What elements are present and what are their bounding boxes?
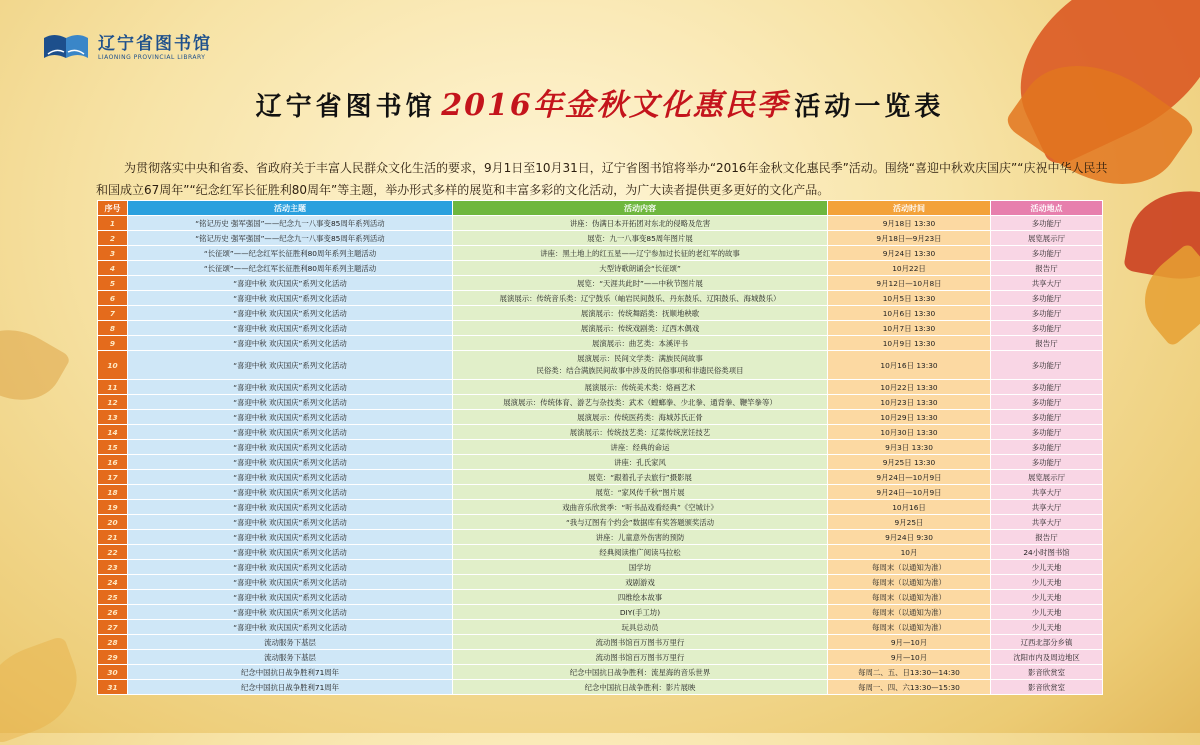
title-part-list: 活动一览表 xyxy=(794,92,945,122)
row-time: 9月18日 13:30 xyxy=(828,216,991,231)
row-index: 20 xyxy=(98,515,128,530)
cell-line: 民俗类：结合满族民间故事中涉及的民俗事项和非遗民俗类项目 xyxy=(536,366,744,375)
row-time: 每周末（以通知为准） xyxy=(828,575,991,590)
row-index: 21 xyxy=(98,530,128,545)
header-content: 活动内容 xyxy=(453,201,828,216)
row-content: 展览：九一八事变85周年图片展 xyxy=(453,231,828,246)
table-row xyxy=(98,276,1103,291)
row-index: 15 xyxy=(98,440,128,455)
table-row xyxy=(98,560,1103,575)
table-row xyxy=(98,575,1103,590)
row-theme: “喜迎中秋 欢庆国庆”系列文化活动 xyxy=(128,395,453,410)
table-row xyxy=(98,351,1103,380)
row-location: 多功能厅 xyxy=(991,306,1103,321)
row-content: 戏剧游戏 xyxy=(453,575,828,590)
row-location: 多功能厅 xyxy=(991,246,1103,261)
row-theme: “长征颂”——纪念红军长征胜利80周年系列主题活动 xyxy=(128,261,453,276)
table-row xyxy=(98,306,1103,321)
table-row xyxy=(98,216,1103,231)
row-content: 展演展示：传统体育、游艺与杂技类：武术（螳螂拳、少北拳、通背拳、鞭竿拳等） xyxy=(453,395,828,410)
row-location: 少儿天地 xyxy=(991,605,1103,620)
row-location: 多功能厅 xyxy=(991,351,1103,380)
row-theme: 纪念中国抗日战争胜利71周年 xyxy=(128,680,453,695)
row-theme: “喜迎中秋 欢庆国庆”系列文化活动 xyxy=(128,560,453,575)
row-time: 10月22日 xyxy=(828,261,991,276)
row-location: 少儿天地 xyxy=(991,590,1103,605)
table-row xyxy=(98,380,1103,395)
library-name-en: LIAONING PROVINCIAL LIBRARY xyxy=(98,54,206,61)
table-row xyxy=(98,545,1103,560)
row-location: 共享大厅 xyxy=(991,500,1103,515)
row-content: 展演展示：传统医药类：海城苏氏正骨 xyxy=(453,410,828,425)
table-row xyxy=(98,665,1103,680)
row-content: 讲座：伪满日本开拓团对东北的侵略及危害 xyxy=(453,216,828,231)
row-index: 4 xyxy=(98,261,128,276)
row-index: 2 xyxy=(98,231,128,246)
table-row xyxy=(98,635,1103,650)
row-theme: “喜迎中秋 欢庆国庆”系列文化活动 xyxy=(128,410,453,425)
table-row xyxy=(98,410,1103,425)
row-time: 10月 xyxy=(828,545,991,560)
row-time: 10月6日 13:30 xyxy=(828,306,991,321)
row-index: 14 xyxy=(98,425,128,440)
header-index: 序号 xyxy=(98,201,128,216)
row-location: 少儿天地 xyxy=(991,620,1103,635)
row-time: 9月—10月 xyxy=(828,635,991,650)
table-row xyxy=(98,515,1103,530)
row-time: 9月24日—10月9日 xyxy=(828,470,991,485)
row-theme: “喜迎中秋 欢庆国庆”系列文化活动 xyxy=(128,590,453,605)
table-row xyxy=(98,261,1103,276)
row-location: 沈阳市内及周边地区 xyxy=(991,650,1103,665)
row-theme: “喜迎中秋 欢庆国庆”系列文化活动 xyxy=(128,306,453,321)
row-time: 每周一、四、六13:30—15:30 xyxy=(828,680,991,695)
row-location: 多功能厅 xyxy=(991,291,1103,306)
row-location: 报告厅 xyxy=(991,261,1103,276)
row-index: 9 xyxy=(98,336,128,351)
row-content: “我与辽图有个约会”数据库有奖答题颁奖活动 xyxy=(453,515,828,530)
row-index: 28 xyxy=(98,635,128,650)
row-time: 10月5日 13:30 xyxy=(828,291,991,306)
table-row xyxy=(98,321,1103,336)
row-location: 影音欣赏室 xyxy=(991,680,1103,695)
row-content: 戏曲音乐欣赏季：“听书品戏看经典”《空城计》 xyxy=(453,500,828,515)
row-theme: “喜迎中秋 欢庆国庆”系列文化活动 xyxy=(128,500,453,515)
row-index: 30 xyxy=(98,665,128,680)
row-time: 10月16日 xyxy=(828,500,991,515)
row-content: 讲座：黑土地上的红五星——辽宁参加过长征的老红军的故事 xyxy=(453,246,828,261)
row-location: 展览展示厅 xyxy=(991,231,1103,246)
row-theme: “喜迎中秋 欢庆国庆”系列文化活动 xyxy=(128,351,453,380)
row-time: 10月22日 13:30 xyxy=(828,380,991,395)
row-time: 10月9日 13:30 xyxy=(828,336,991,351)
row-time: 9月18日—9月23日 xyxy=(828,231,991,246)
row-time: 9月25日 13:30 xyxy=(828,455,991,470)
row-theme: “喜迎中秋 欢庆国庆”系列文化活动 xyxy=(128,545,453,560)
row-index: 12 xyxy=(98,395,128,410)
row-content: 讲座：儿童意外伤害的预防 xyxy=(453,530,828,545)
open-book-icon xyxy=(42,28,90,62)
row-index: 6 xyxy=(98,291,128,306)
row-time: 9月25日 xyxy=(828,515,991,530)
row-content: 展演展示：传统美术类：烙画艺术 xyxy=(453,380,828,395)
row-content: 展演展示：曲艺类：本溪评书 xyxy=(453,336,828,351)
row-location: 多功能厅 xyxy=(991,410,1103,425)
table-row xyxy=(98,291,1103,306)
row-location: 共享大厅 xyxy=(991,515,1103,530)
row-content: 展览：“跟着孔子去旅行”摄影展 xyxy=(453,470,828,485)
row-location: 多功能厅 xyxy=(991,380,1103,395)
activity-table xyxy=(97,200,1103,695)
row-theme: “铭记历史 强军强国”——纪念九一八事变85周年系列活动 xyxy=(128,216,453,231)
row-index: 3 xyxy=(98,246,128,261)
row-content: 四维绘本故事 xyxy=(453,590,828,605)
row-content: 展演展示：传统音乐类：辽宁鼓乐（岫岩民间鼓乐、丹东鼓乐、辽阳鼓乐、海城鼓乐） xyxy=(453,291,828,306)
row-time: 每周二、五、日13:30—14:30 xyxy=(828,665,991,680)
row-index: 24 xyxy=(98,575,128,590)
row-index: 7 xyxy=(98,306,128,321)
intro-paragraph: 为贯彻落实中央和省委、省政府关于丰富人民群众文化生活的要求，9月1日至10月31日，辽宁省图书馆将举办“2016年金秋文化惠民季”活动。围绕“喜迎中秋欢庆国庆”“庆祝中华人民共和国成立67周年”“纪念红军长征胜利80周年”等主题，举办形式多样的展览和丰富多彩的文化活动，为广大读者提供更多更好的文化产品。 xyxy=(96,161,1108,197)
library-logo[interactable] xyxy=(42,28,212,62)
row-content: 展览：“天涯共此时”——中秋节图片展 xyxy=(453,276,828,291)
row-index: 11 xyxy=(98,380,128,395)
row-location: 少儿天地 xyxy=(991,560,1103,575)
row-content xyxy=(453,351,828,380)
row-theme: 纪念中国抗日战争胜利71周年 xyxy=(128,665,453,680)
table-header-row xyxy=(98,201,1103,216)
row-index: 13 xyxy=(98,410,128,425)
row-location: 多功能厅 xyxy=(991,440,1103,455)
row-index: 19 xyxy=(98,500,128,515)
table-row xyxy=(98,605,1103,620)
row-location: 报告厅 xyxy=(991,530,1103,545)
row-theme: “喜迎中秋 欢庆国庆”系列文化活动 xyxy=(128,336,453,351)
table-row xyxy=(98,680,1103,695)
row-time: 每周末（以通知为准） xyxy=(828,590,991,605)
row-location: 多功能厅 xyxy=(991,321,1103,336)
row-time: 9月12日—10月8日 xyxy=(828,276,991,291)
row-time: 每周末（以通知为准） xyxy=(828,605,991,620)
row-theme: 流动服务下基层 xyxy=(128,650,453,665)
row-content: 国学坊 xyxy=(453,560,828,575)
row-content: 流动图书馆百万图书万里行 xyxy=(453,650,828,665)
table-row xyxy=(98,425,1103,440)
row-time: 每周末（以通知为准） xyxy=(828,560,991,575)
table-row xyxy=(98,231,1103,246)
row-content: 大型诗歌朗诵会“长征颂” xyxy=(453,261,828,276)
row-content: 流动图书馆百万图书万里行 xyxy=(453,635,828,650)
row-time: 9月24日—10月9日 xyxy=(828,485,991,500)
row-index: 26 xyxy=(98,605,128,620)
header-theme: 活动主题 xyxy=(128,201,453,216)
row-time: 9月3日 13:30 xyxy=(828,440,991,455)
row-content: 展演展示：传统戏剧类：辽西木偶戏 xyxy=(453,321,828,336)
row-index: 8 xyxy=(98,321,128,336)
row-content: 纪念中国抗日战争胜利：流星海的音乐世界 xyxy=(453,665,828,680)
row-location: 报告厅 xyxy=(991,336,1103,351)
row-content: 展览：“家风传千秋”图片展 xyxy=(453,485,828,500)
row-time: 9月—10月 xyxy=(828,650,991,665)
row-content: 经典阅读推广阅读马拉松 xyxy=(453,545,828,560)
row-theme: “喜迎中秋 欢庆国庆”系列文化活动 xyxy=(128,575,453,590)
row-theme: “喜迎中秋 欢庆国庆”系列文化活动 xyxy=(128,380,453,395)
row-theme: 流动服务下基层 xyxy=(128,635,453,650)
row-theme: “铭记历史 强军强国”——纪念九一八事变85周年系列活动 xyxy=(128,231,453,246)
row-index: 10 xyxy=(98,351,128,380)
row-content: 纪念中国抗日战争胜利：影片展映 xyxy=(453,680,828,695)
header-time: 活动时间 xyxy=(828,201,991,216)
row-content: 讲座：经典的命运 xyxy=(453,440,828,455)
row-content: 展演展示：传统舞蹈类：抚顺地秧歌 xyxy=(453,306,828,321)
row-theme: “喜迎中秋 欢庆国庆”系列文化活动 xyxy=(128,440,453,455)
row-index: 17 xyxy=(98,470,128,485)
row-content: 玩具总动员 xyxy=(453,620,828,635)
row-location: 共享大厅 xyxy=(991,485,1103,500)
row-location: 共享大厅 xyxy=(991,276,1103,291)
maple-leaf-decor xyxy=(0,635,91,744)
row-time: 10月29日 13:30 xyxy=(828,410,991,425)
row-time: 每周末（以通知为准） xyxy=(828,620,991,635)
row-theme: “喜迎中秋 欢庆国庆”系列文化活动 xyxy=(128,530,453,545)
row-location: 展览展示厅 xyxy=(991,470,1103,485)
row-theme: “喜迎中秋 欢庆国庆”系列文化活动 xyxy=(128,605,453,620)
table-row xyxy=(98,395,1103,410)
row-location: 少儿天地 xyxy=(991,575,1103,590)
row-index: 29 xyxy=(98,650,128,665)
header-location: 活动地点 xyxy=(991,201,1103,216)
row-index: 25 xyxy=(98,590,128,605)
row-theme: “喜迎中秋 欢庆国庆”系列文化活动 xyxy=(128,291,453,306)
row-time: 10月16日 13:30 xyxy=(828,351,991,380)
row-location: 影音欣赏室 xyxy=(991,665,1103,680)
table-row xyxy=(98,590,1103,605)
table-row xyxy=(98,485,1103,500)
row-index: 31 xyxy=(98,680,128,695)
row-index: 22 xyxy=(98,545,128,560)
row-theme: “喜迎中秋 欢庆国庆”系列文化活动 xyxy=(128,425,453,440)
row-time: 9月24日 13:30 xyxy=(828,246,991,261)
row-theme: “长征颂”——纪念红军长征胜利80周年系列主题活动 xyxy=(128,246,453,261)
row-index: 1 xyxy=(98,216,128,231)
cell-line: 展演展示：民间文学类：满族民间故事 xyxy=(577,354,703,363)
table-row xyxy=(98,500,1103,515)
row-location: 多功能厅 xyxy=(991,455,1103,470)
row-theme: “喜迎中秋 欢庆国庆”系列文化活动 xyxy=(128,321,453,336)
row-theme: “喜迎中秋 欢庆国庆”系列文化活动 xyxy=(128,455,453,470)
row-time: 10月23日 13:30 xyxy=(828,395,991,410)
table-row xyxy=(98,530,1103,545)
table-row xyxy=(98,620,1103,635)
row-theme: “喜迎中秋 欢庆国庆”系列文化活动 xyxy=(128,470,453,485)
table-row xyxy=(98,246,1103,261)
row-index: 18 xyxy=(98,485,128,500)
row-location: 24小时图书馆 xyxy=(991,545,1103,560)
table-row xyxy=(98,336,1103,351)
row-index: 23 xyxy=(98,560,128,575)
row-location: 多功能厅 xyxy=(991,395,1103,410)
row-location: 辽西北部分乡镇 xyxy=(991,635,1103,650)
table-row xyxy=(98,455,1103,470)
table-row xyxy=(98,440,1103,455)
row-theme: “喜迎中秋 欢庆国庆”系列文化活动 xyxy=(128,620,453,635)
library-name-cn: 辽宁省图书馆 xyxy=(98,34,212,54)
row-content: DIY(手工坊) xyxy=(453,605,828,620)
row-content: 展演展示：传统技艺类：辽菜传统烹饪技艺 xyxy=(453,425,828,440)
page-title xyxy=(0,80,1200,124)
maple-leaf-decor xyxy=(0,312,71,418)
table-row xyxy=(98,470,1103,485)
row-time: 9月24日 9:30 xyxy=(828,530,991,545)
table-row xyxy=(98,650,1103,665)
row-theme: “喜迎中秋 欢庆国庆”系列文化活动 xyxy=(128,276,453,291)
row-time: 10月30日 13:30 xyxy=(828,425,991,440)
row-content: 讲座：孔氏家风 xyxy=(453,455,828,470)
row-theme: “喜迎中秋 欢庆国庆”系列文化活动 xyxy=(128,515,453,530)
row-time: 10月7日 13:30 xyxy=(828,321,991,336)
row-location: 多功能厅 xyxy=(991,425,1103,440)
row-index: 16 xyxy=(98,455,128,470)
title-part-event: 2016年金秋文化惠民季 xyxy=(441,88,789,123)
row-index: 27 xyxy=(98,620,128,635)
row-theme: “喜迎中秋 欢庆国庆”系列文化活动 xyxy=(128,485,453,500)
title-part-library: 辽宁省图书馆 xyxy=(255,92,436,122)
row-index: 5 xyxy=(98,276,128,291)
row-location: 多功能厅 xyxy=(991,216,1103,231)
